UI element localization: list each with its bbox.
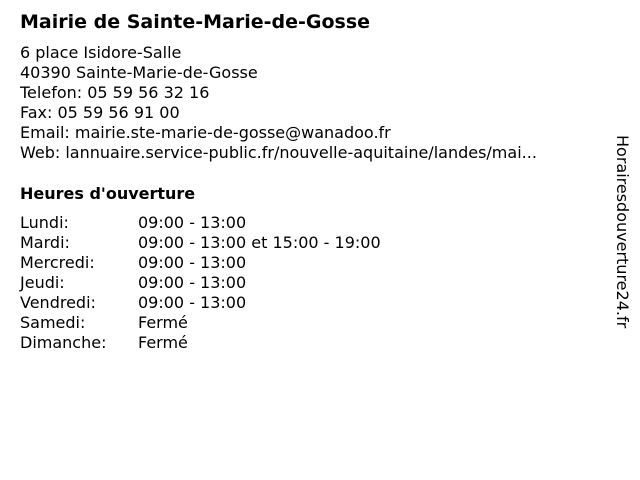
time-value: Fermé (138, 333, 188, 352)
contact-block (20, 43, 537, 163)
address-street: 6 place Isidore-Salle (20, 43, 182, 62)
hours-heading: Heures d'ouverture (20, 184, 196, 203)
email-text: Email: mairie.ste-marie-de-gosse@wanadoo.fr (20, 123, 391, 142)
day-label: Mardi: (20, 233, 70, 252)
address-city: 40390 Sainte-Marie-de-Gosse (20, 63, 258, 82)
site-watermark: Horairesdouverture24.fr (613, 135, 632, 329)
time-value: 09:00 - 13:00 (138, 293, 247, 312)
day-label: Lundi: (20, 213, 69, 232)
web-text: Web: lannuaire.service-public.fr/nouvelle-aquitaine/landes/mai... (20, 143, 537, 162)
page-title: Mairie de Sainte-Marie-de-Gosse (20, 11, 371, 33)
time-value: 09:00 - 13:00 (138, 253, 247, 272)
time-value: 09:00 - 13:00 et 15:00 - 19:00 (138, 233, 381, 252)
time-value: 09:00 - 13:00 (138, 273, 247, 292)
day-label: Jeudi: (20, 273, 65, 292)
time-value: Fermé (138, 313, 188, 332)
phone-text: Telefon: 05 59 56 32 16 (20, 83, 210, 102)
day-label: Dimanche: (20, 333, 107, 352)
day-label: Samedi: (20, 313, 86, 332)
time-value: 09:00 - 13:00 (138, 213, 247, 232)
day-label: Mercredi: (20, 253, 95, 272)
fax-text: Fax: 05 59 56 91 00 (20, 103, 180, 122)
day-label: Vendredi: (20, 293, 96, 312)
